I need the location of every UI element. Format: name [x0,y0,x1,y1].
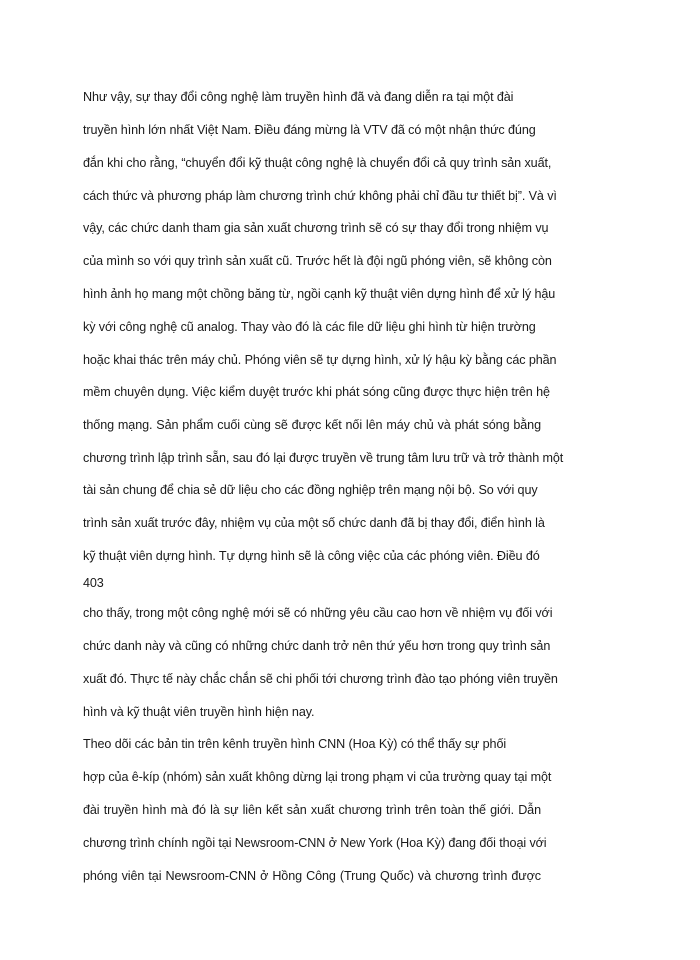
text-line: hình ảnh họ mang một chồng băng từ, ngồi cạnh kỹ thuật viên dựng hình để xử lý hậu [83,287,556,301]
text-line: kỹ thuật viên dựng hình. Tự dựng hình sẽ là công việc của các phóng viên. Điều đó [83,549,540,563]
text-line: tài sản chung để chia sẻ dữ liệu cho các đồng nghiệp trên mạng nội bộ. So với quy [83,483,538,497]
text-line: truyền hình lớn nhất Việt Nam. Điều đáng mừng là VTV đã có một nhận thức đúng [83,123,536,137]
text-line: đài truyền hình mà đó là sự liên kết sản xuất chương trình trên toàn thế giới. Dẫn [83,803,541,817]
text-line: hợp của ê-kíp (nhóm) sản xuất không dừng lại trong phạm vi của trường quay tại một [83,770,552,784]
text-line: phóng viên tại Newsroom-CNN ở Hồng Công (Trung Quốc) và chương trình được [83,869,541,883]
text-line: đắn khi cho rằng, “chuyển đổi kỹ thuật công nghệ là chuyển đổi cả quy trình sản xuất, [83,156,552,170]
text-line: cho thấy, trong một công nghệ mới sẽ có những yêu cầu cao hơn về nhiệm vụ đối với [83,606,553,620]
text-line: Như vậy, sự thay đổi công nghệ làm truyền hình đã và đang diễn ra tại một đài [83,90,514,104]
text-line: của mình so với quy trình sản xuất cũ. Trước hết là đội ngũ phóng viên, sẽ không còn [83,254,552,268]
text-line: xuất đó. Thực tế này chắc chắn sẽ chi phối tới chương trình đào tạo phóng viên truyền [83,672,558,686]
text-line: cách thức và phương pháp làm chương trình chứ không phải chỉ đầu tư thiết bị”. Và vì [83,189,557,203]
text-line: Theo dõi các bản tin trên kênh truyền hình CNN (Hoa Kỳ) có thể thấy sự phối [83,737,507,751]
text-line: chương trình lập trình sẵn, sau đó lại được truyền về trung tâm lưu trữ và trở thành một [83,451,564,465]
text-line: trình sản xuất trước đây, nhiệm vụ của một số chức danh đã bị thay đổi, điển hình là [83,516,545,530]
text-line: hoặc khai thác trên máy chủ. Phóng viên sẽ tự dựng hình, xử lý hậu kỳ bằng các phần [83,353,557,367]
text-line: mềm chuyên dụng. Việc kiểm duyệt trước khi phát sóng cũng được thực hiện trên hệ [83,385,550,399]
text-line: chương trình chính ngồi tại Newsroom-CNN ở New York (Hoa Kỳ) đang đối thoại với [83,836,547,850]
text-line: kỳ với công nghệ cũ analog. Thay vào đó là các file dữ liệu ghi hình từ hiện trường [83,320,536,334]
page-number: 403 [83,576,104,590]
text-line: thống mạng. Sản phẩm cuối cùng sẽ được kết nối lên máy chủ và phát sóng bằng [83,418,541,432]
text-line: chức danh này và cũng có những chức danh trở nên thứ yếu hơn trong quy trình sản [83,639,551,653]
text-line: vậy, các chức danh tham gia sản xuất chương trình sẽ có sự thay đổi trong nhiệm vụ [83,221,549,235]
text-line: hình và kỹ thuật viên truyền hình hiện nay. [83,705,315,719]
